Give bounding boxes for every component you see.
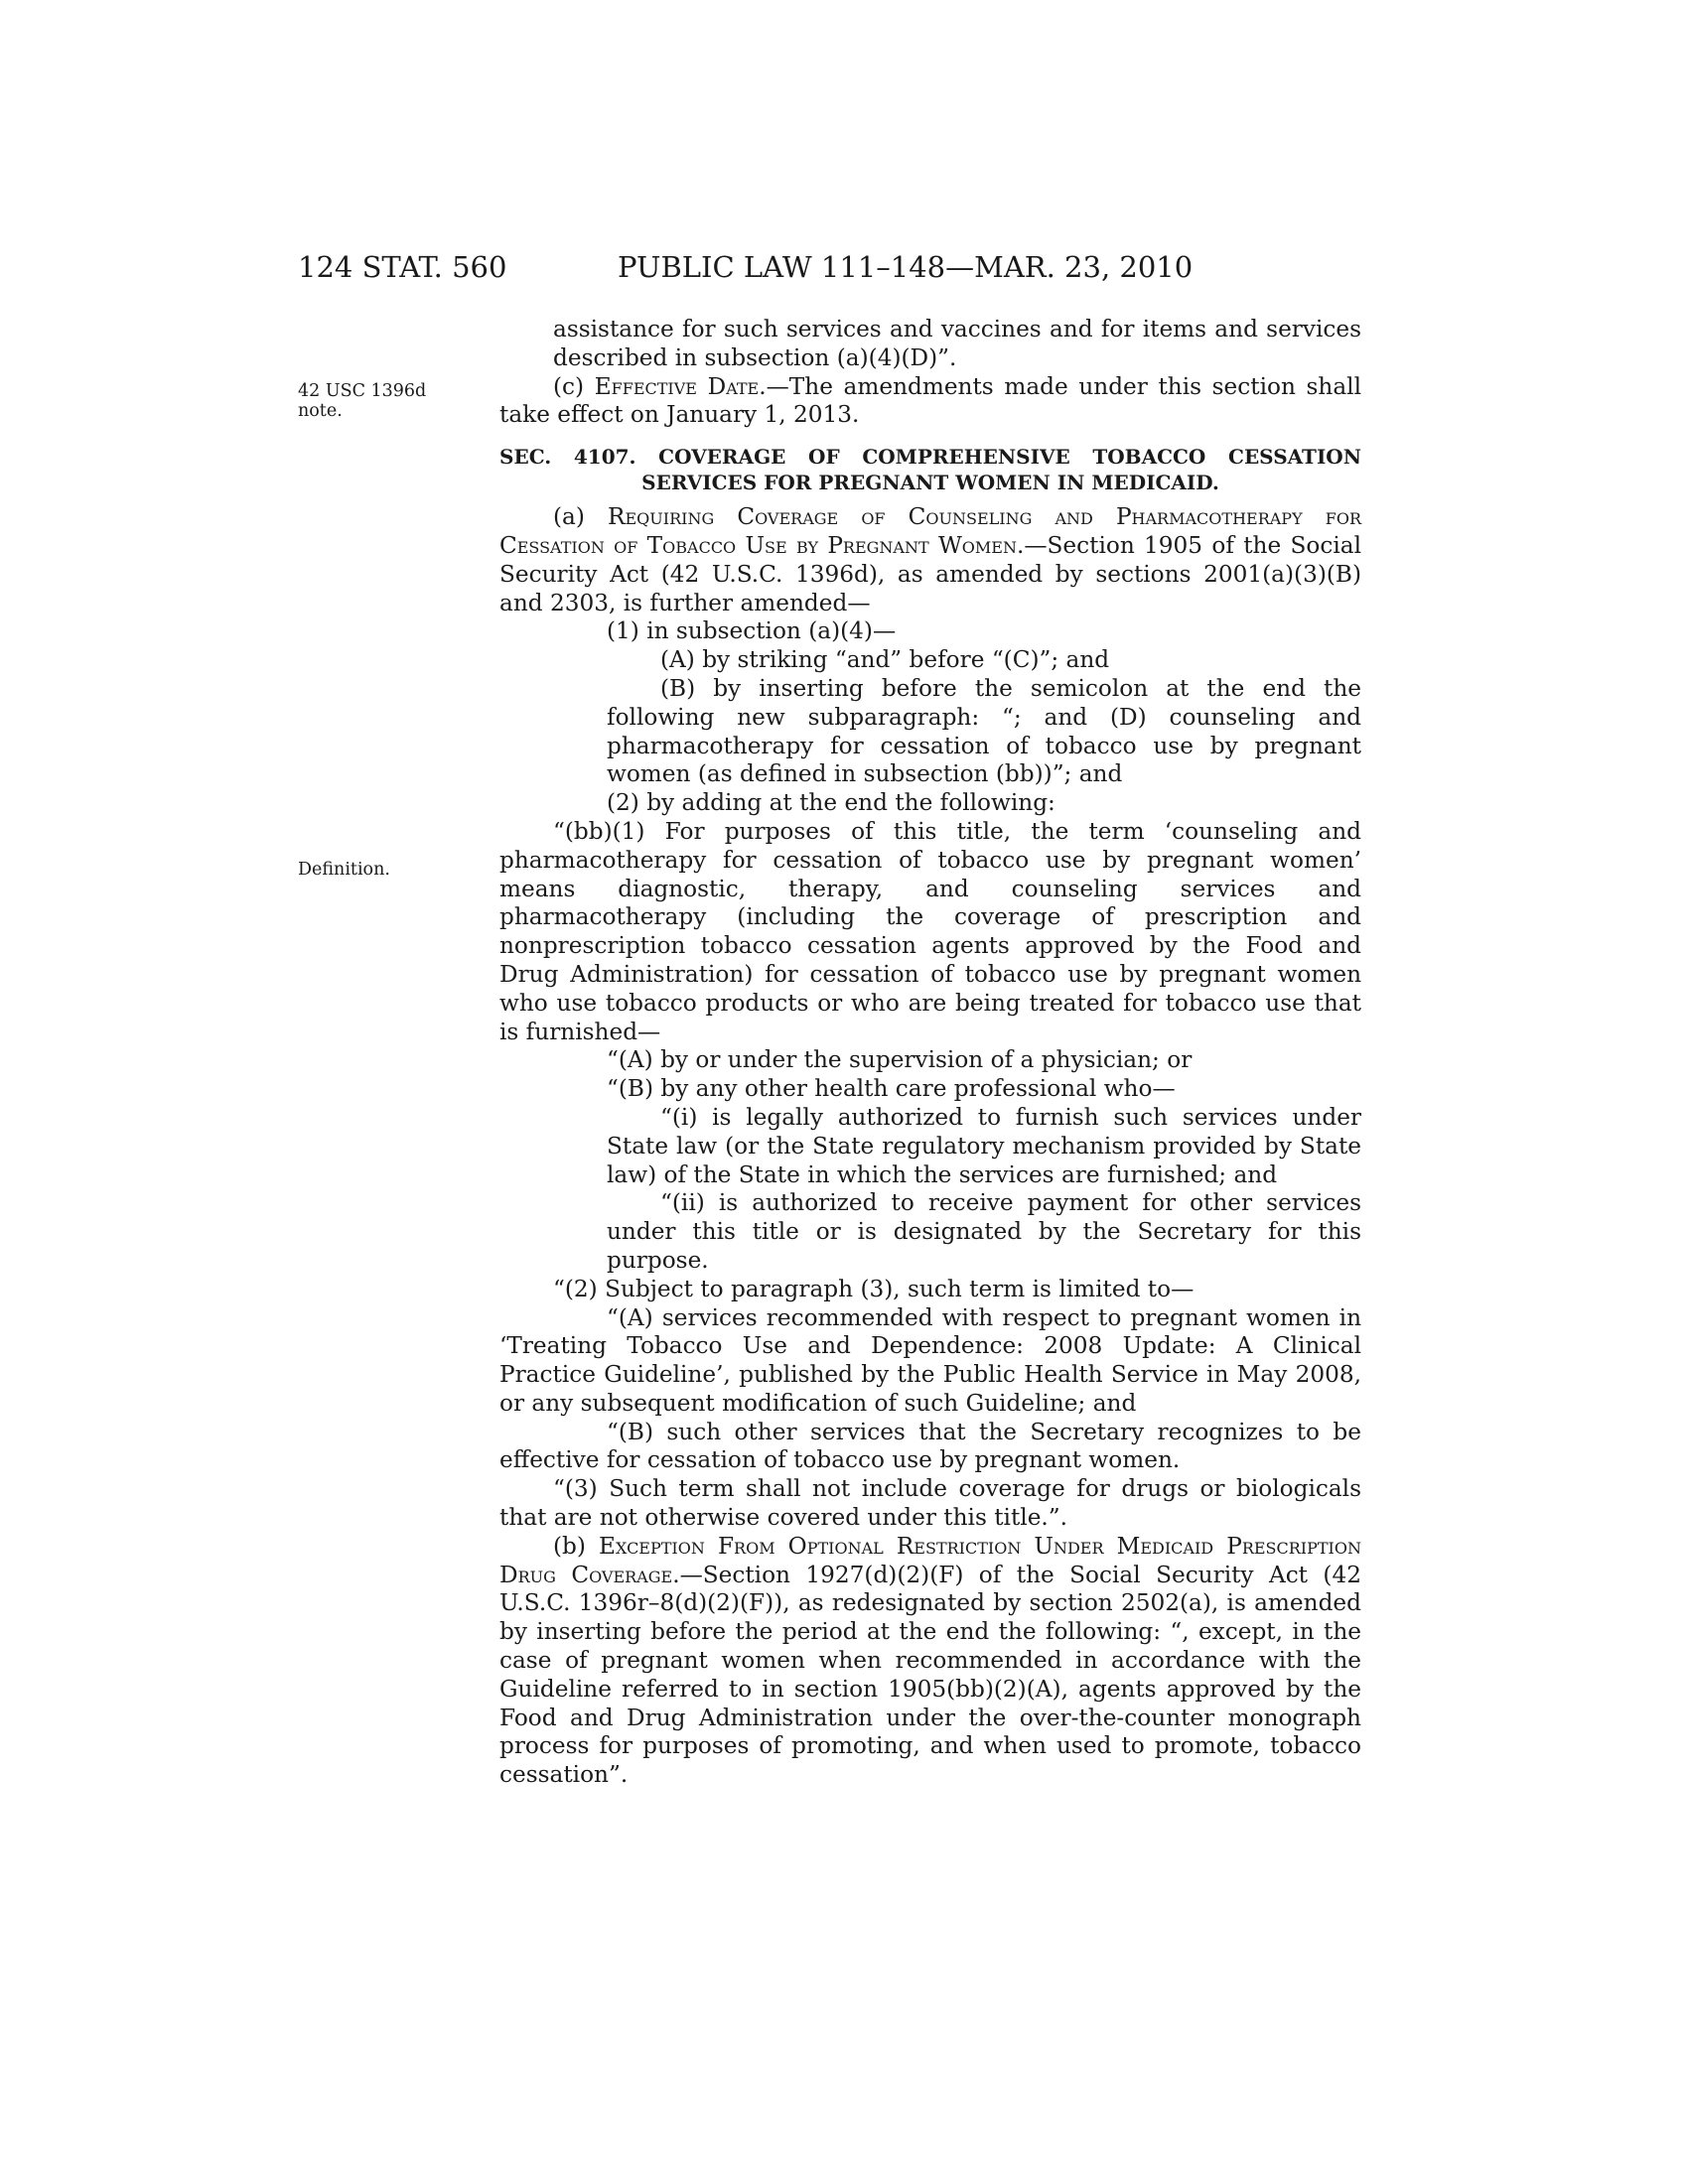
section-heading-line2: SERVICES FOR PREGNANT WOMEN IN MEDICAID.: [641, 471, 1219, 495]
margin-note-usc-line1: 42 USC 1396d: [298, 381, 427, 401]
subsection-b-text: .—Section 1927(d)(2)(F) of the Social Security Act (42 U.S.C. 1396r–8(d)(2)(F)), as redesignated by section 2502(a), is amended by inserting before the period at the end the following: “, except, in the case of pregnant women when recommended in accordance with the Guideline referred to in section 1905(bb)(2)(A), agents approved by the Food and Drug Administration under the over-the-counter monograph process for purposes of promoting, and when used to promote, tobacco cessation”.: [499, 1561, 1361, 1789]
paragraph-bb3: “(3) Such term shall not include coverage for drugs or biologicals that are not otherwise covered under this title.”.: [499, 1475, 1361, 1532]
subsection-a-text: .—Section 1905 of the Social Security Act (42 U.S.C. 1396d), as amended by sections 2001(a)(3)(B) and 2303, is further amended—: [499, 531, 1361, 616]
section-heading: [499, 444, 1361, 495]
subsection-c-label: (c): [553, 372, 595, 400]
subsection-a-label: (a): [553, 503, 609, 531]
subsection-c-text: .—The amendments made under this section shall take effect on January 1, 2013.: [499, 372, 1361, 429]
document-body: [499, 316, 1361, 1790]
paragraph-bb2: “(2) Subject to paragraph (3), such term is limited to—: [553, 1275, 1195, 1302]
clause-bb2A: “(A) services recommended with respect to pregnant women in ‘Treating Tobacco Use and Dependence: 2008 Update: A Clinical Practice Guideline’, published by the Public Health Service in May 2008, or any subsequent modification of such Guideline; and: [499, 1303, 1361, 1417]
continued-paragraph: assistance for such services and vaccines and for items and services described in subsection (a)(4)(D)”.: [553, 316, 1361, 371]
subsection-b-heading: Exception From Optional Restriction Under Medicaid Prescription Drug Coverage: [499, 1532, 1361, 1588]
margin-note-definition: Definition.: [298, 860, 390, 880]
subsection-a-heading: Requiring Coverage of Counseling and Pharmacotherapy for Cessation of Tobacco Use by Pregnant Women: [499, 503, 1361, 559]
statute-page-number: 124 STAT. 560: [298, 250, 507, 284]
clause-bbA: “(A) by or under the supervision of a physician; or: [607, 1046, 1193, 1074]
clause-bbBii: “(ii) is authorized to receive payment for other services under this title or is designated by the Secretary for this purpose.: [607, 1189, 1361, 1274]
subsection-c-heading: Effective Date: [594, 372, 760, 400]
public-law-title: PUBLIC LAW 111–148—MAR. 23, 2010: [618, 250, 1194, 284]
clause-bbBi: “(i) is legally authorized to furnish such services under State law (or the State regulatory mechanism provided by State law) of the State in which the services are furnished; and: [607, 1103, 1361, 1188]
clause-bbB: “(B) by any other health care professional who—: [607, 1075, 1176, 1103]
margin-note-usc-line2: note.: [298, 401, 343, 421]
subparagraph-a1B: (B) by inserting before the semicolon at the end the following new subparagraph: “; and (D) counseling and pharmacotherapy for cessation of tobacco use by pregnant women (as defined in subsection (bb))”; and: [607, 674, 1361, 788]
subsection-c: [499, 373, 1361, 431]
subsection-bb1: “(bb)(1) For purposes of this title, the term ‘counseling and pharmacotherapy for cessation of tobacco use by pregnant women’ means diagnostic, therapy, and counseling services and pharmacotherapy (including the coverage of prescription and nonprescription tobacco cessation agents approved by the Food and Drug Administration) for cessation of tobacco use by pregnant women who use tobacco products or who are being treated for tobacco use that is furnished—: [499, 817, 1361, 1045]
paragraph-a1: (1) in subsection (a)(4)—: [607, 617, 897, 645]
running-header: [0, 250, 1688, 290]
section-heading-line1: SEC. 4107. COVERAGE OF COMPREHENSIVE TOBACCO CESSATION: [499, 445, 1361, 470]
subsection-b: [499, 1533, 1361, 1790]
subsection-a: [499, 503, 1361, 617]
subsection-b-label: (b): [553, 1532, 600, 1560]
paragraph-a2: (2) by adding at the end the following:: [607, 789, 1055, 817]
clause-bb2B: “(B) such other services that the Secretary recognizes to be effective for cessation of tobacco use by pregnant women.: [499, 1418, 1361, 1474]
margin-note-usc: [298, 381, 426, 421]
subparagraph-a1A: (A) by striking “and” before “(C)”; and: [660, 646, 1110, 674]
